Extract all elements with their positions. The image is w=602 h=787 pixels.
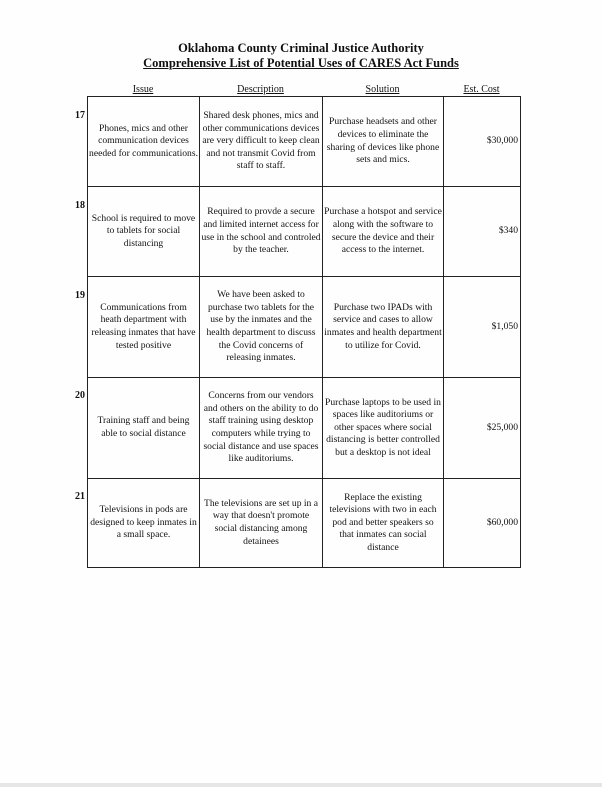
column-header-cost: Est. Cost: [463, 84, 500, 95]
document-title: Oklahoma County Criminal Justice Authority: [178, 41, 424, 55]
table-row: [88, 378, 521, 479]
column-header-description: Description: [237, 84, 284, 95]
issue-cell: Phones, mics and other communication devices needed for communications.: [88, 97, 200, 187]
column-header-issue: Issue: [132, 84, 154, 95]
solution-cell: Purchase two IPADs with service and cases to allow inmates and health department to utilize for Covid.: [323, 277, 444, 378]
description-cell: The televisions are set up in a way that doesn't promote social distancing among detainees: [200, 479, 323, 568]
table-row: [88, 187, 521, 277]
column-header-solution: Solution: [365, 84, 400, 95]
row-number: 20: [75, 390, 85, 401]
cost-cell: $30,000: [444, 97, 521, 187]
page-bottom-edge: [0, 783, 602, 787]
row-number: 21: [75, 491, 85, 502]
row-number: 18: [75, 200, 85, 211]
table-row: [88, 479, 521, 568]
description-cell: We have been asked to purchase two tablets for the use by the inmates and the health department to discuss the Covid concerns of releasing inmates.: [200, 277, 323, 378]
description-cell: Concerns from our vendors and others on the ability to do staff training using desktop computers while trying to social distance and use spaces like auditoriums.: [200, 378, 323, 479]
solution-cell: Replace the existing televisions with two in each pod and better speakers so that inmates can social distance: [323, 479, 444, 568]
issue-cell: Training staff and being able to social distance: [88, 378, 200, 479]
funds-table: [87, 96, 521, 568]
issue-cell: Televisions in pods are designed to keep inmates in a small space.: [88, 479, 200, 568]
solution-cell: Purchase headsets and other devices to eliminate the sharing of devices like phone sets and mics.: [323, 97, 444, 187]
description-cell: Required to provde a secure and limited internet access for use in the school and controled by the teacher.: [200, 187, 323, 277]
document-subtitle: Comprehensive List of Potential Uses of CARES Act Funds: [143, 56, 459, 70]
cost-cell: $340: [444, 187, 521, 277]
cost-cell: $60,000: [444, 479, 521, 568]
cost-cell: $25,000: [444, 378, 521, 479]
issue-cell: Communications from heath department with releasing inmates that have tested positive: [88, 277, 200, 378]
solution-cell: Purchase laptops to be used in spaces like auditoriums or other spaces where social distancing is better controlled but a desktop is not ideal: [323, 378, 444, 479]
solution-cell: Purchase a hotspot and service along with the software to secure the device and their access to the internet.: [323, 187, 444, 277]
row-number: 17: [75, 110, 85, 121]
description-cell: Shared desk phones, mics and other communications devices are very difficult to keep clean and not transmit Covid from staff to staff.: [200, 97, 323, 187]
table-row: [88, 97, 521, 187]
table-row: [88, 277, 521, 378]
issue-cell: School is required to move to tablets for social distancing: [88, 187, 200, 277]
row-number: 19: [75, 290, 85, 301]
cost-cell: $1,050: [444, 277, 521, 378]
